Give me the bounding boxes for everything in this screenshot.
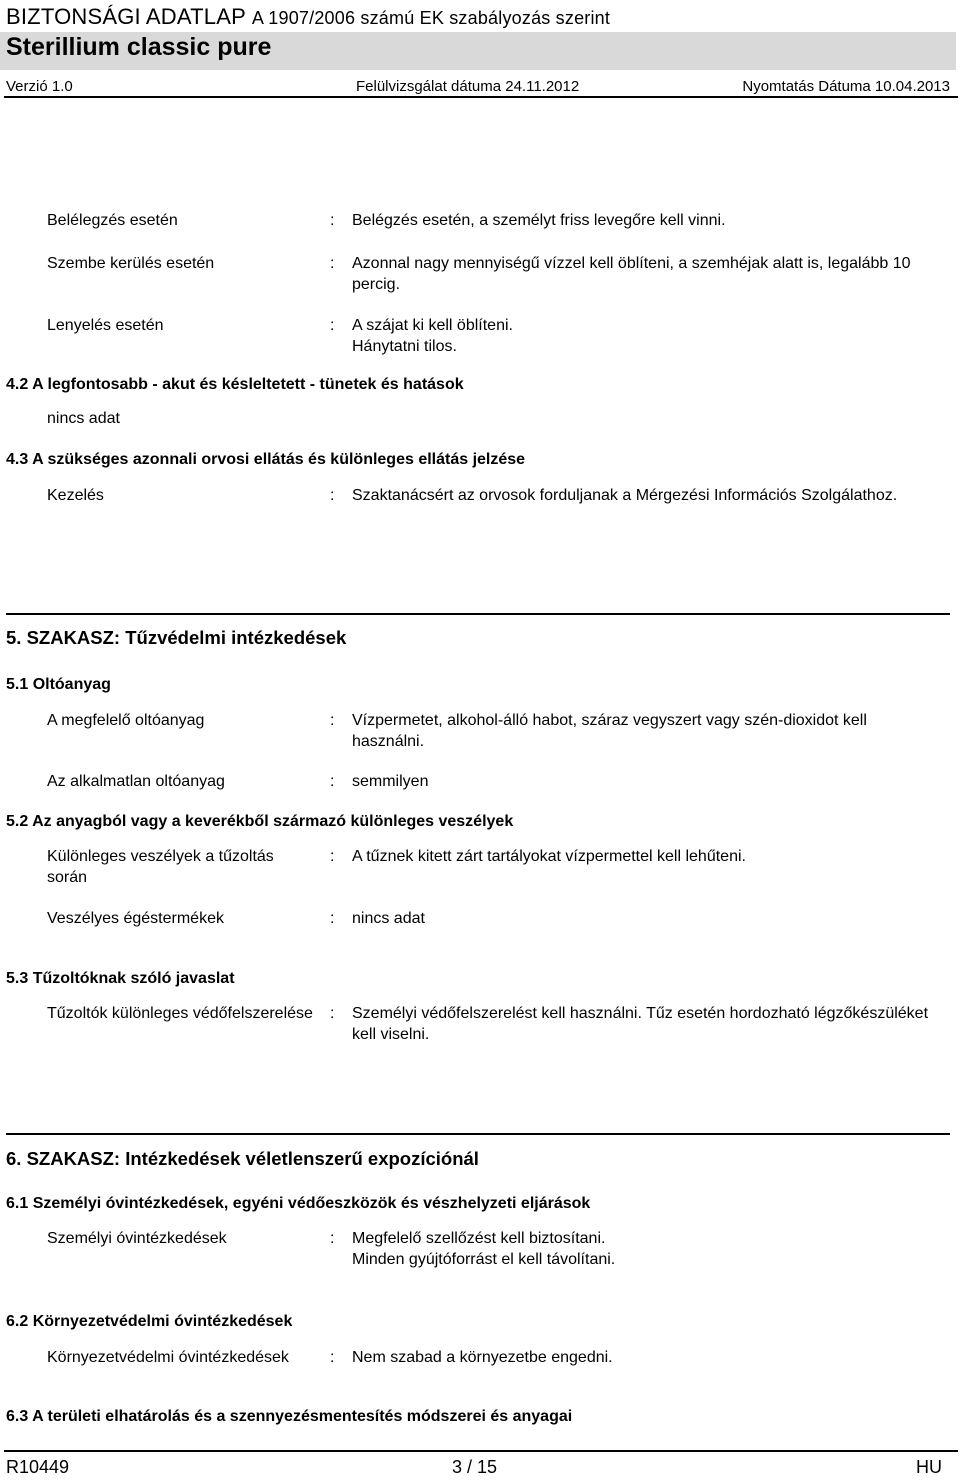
no-data-text: nincs adat [47,410,120,427]
row-label: Kezelés [47,487,104,504]
subsection-heading-4-2: 4.2 A legfontosabb - akut és késleltetett - tünetek és hatások [6,376,464,393]
row-value: semmilyen [352,773,429,790]
row-colon: : [330,1230,335,1247]
row-label: Az alkalmatlan oltóanyag [47,773,225,790]
row-value: A szájat ki kell öblíteni. Hánytatni tilos. [352,317,513,355]
row-value: Személyi védőfelszerelést kell használni. Tűz esetén hordozható légzőkészüléket kell viselni. [352,1005,929,1043]
row-label: Szembe kerülés esetén [47,255,215,272]
row-label: Belélegzés esetén [47,212,178,229]
subsection-heading-6-3: 6.3 A területi elhatárolás és a szennyezésmentesítés módszerei és anyagai [6,1408,573,1425]
section-heading-6: 6. SZAKASZ: Intézkedések véletlenszerű expozíciónál [6,1148,479,1169]
print-date: Nyomtatás Dátuma 10.04.2013 [742,78,950,95]
row-value: Azonnal nagy mennyiségű vízzel kell öblíteni, a szemhéjak alatt is, legalább 10 percig. [352,255,911,293]
subsection-heading-5-2: 5.2 Az anyagból vagy a keverékből származó különleges veszélyek [6,813,514,830]
subsection-heading-5-1: 5.1 Oltóanyag [6,676,111,693]
page-number: 3 / 15 [452,1457,498,1477]
row-label: A megfelelő oltóanyag [47,712,205,729]
row-label: Tűzoltók különleges védőfelszerelése [47,1005,313,1022]
section-rule [6,613,950,615]
footer-rule [4,1450,958,1452]
row-colon: : [330,255,335,272]
section-rule [6,1133,950,1135]
row-label: Lenyelés esetén [47,317,164,334]
subsection-heading-4-3: 4.3 A szükséges azonnali orvosi ellátás és különleges ellátás jelzése [6,451,526,468]
row-value: Belégzés esetén, a személyt friss levegőre kell vinni. [352,212,726,229]
row-label: Személyi óvintézkedések [47,1230,227,1247]
product-name: Sterillium classic pure [6,33,272,61]
document-id: R10449 [6,1457,70,1477]
subsection-heading-6-1: 6.1 Személyi óvintézkedések, egyéni védőeszközök és vészhelyzeti eljárások [6,1195,591,1212]
row-label: Veszélyes égéstermékek [47,910,224,927]
row-colon: : [330,848,335,865]
row-colon: : [330,1349,335,1366]
header-rule [4,96,958,98]
section-heading-5: 5. SZAKASZ: Tűzvédelmi intézkedések [6,627,347,648]
row-colon: : [330,910,335,927]
subsection-heading-6-2: 6.2 Környezetvédelmi óvintézkedések [6,1313,293,1330]
version-label: Verzió 1.0 [6,78,73,95]
row-value: nincs adat [352,910,425,927]
row-label: Környezetvédelmi óvintézkedések [47,1349,289,1366]
row-colon: : [330,712,335,729]
row-label: Különleges veszélyek a tűzoltás során [47,848,274,886]
row-value: Megfelelő szellőzést kell biztosítani. Minden gyújtóforrást el kell távolítani. [352,1230,616,1268]
language-code: HU [916,1457,942,1477]
row-value: Nem szabad a környezetbe engedni. [352,1349,613,1366]
document-title-main: BIZTONSÁGI ADATLAP [6,4,246,29]
row-value: Vízpermetet, alkohol-álló habot, száraz vegyszert vagy szén-dioxidot kell használni. [352,712,867,750]
row-colon: : [330,317,335,334]
row-colon: : [330,487,335,504]
revision-date: Felülvizsgálat dátuma 24.11.2012 [356,78,580,95]
row-colon: : [330,1005,335,1022]
row-value: A tűznek kitett zárt tartályokat vízpermettel kell lehűteni. [352,848,746,865]
document-title [6,4,610,30]
document-title-regulation: A 1907/2006 számú EK szabályozás szerint [251,8,611,28]
row-colon: : [330,212,335,229]
row-colon: : [330,773,335,790]
row-value: Szaktanácsért az orvosok forduljanak a Mérgezési Információs Szolgálathoz. [352,487,898,504]
subsection-heading-5-3: 5.3 Tűzoltóknak szóló javaslat [6,970,235,987]
